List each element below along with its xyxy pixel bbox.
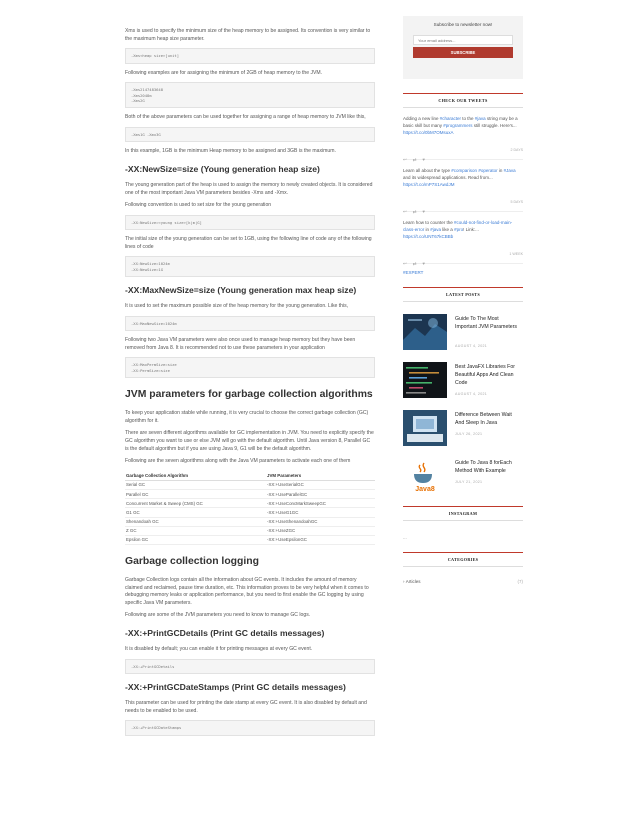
post-thumbnail-wait-sleep[interactable] <box>403 410 447 446</box>
paragraph-gc-list: Following are the seven algorithms along with the Java VM parameters to activate each one of them <box>125 458 351 465</box>
code-block-printgcdetails: -XX:+PrintGCDetails <box>125 659 375 674</box>
latest-posts-title: LATEST POSTS <box>403 287 523 302</box>
paragraph-logging-intro: Garbage Collection logs contain all the information about GC events. It includes the amount of memory claimed and reclaimed, pause time duration, etc. This information proves to be very helpful when it comes to debugging memory leaks or application performance, but you need to first enable the GC logging by using specific Java VM parameters. <box>125 577 369 606</box>
tweet-time: 1 WEEK <box>509 252 523 256</box>
tweets-widget-title: CHECK OUR TWEETS <box>403 93 523 108</box>
post-title[interactable]: Difference Between Wait And Sleep In Java <box>455 412 512 427</box>
tweet-actions <box>403 200 523 214</box>
like-icon[interactable]: ♥ <box>422 261 425 266</box>
article <box>125 28 375 742</box>
like-icon[interactable]: ♥ <box>422 209 425 214</box>
tweet-text: Learn how to counter the #could-not-find-or-load-main-class-error in #java like a #pro! Link:... https://t.co/UNT67kCBBb <box>403 220 513 239</box>
tweet-actions <box>403 252 523 266</box>
tweet-item <box>403 212 523 264</box>
table-cell: -XX:+UseConcMarkSweepGC <box>266 499 375 508</box>
paragraph-xms-examples: Following examples are for assigning the minimum of 2GB of heap memory to the JVM. <box>125 69 323 76</box>
latest-post-item[interactable] <box>403 458 523 506</box>
hashtag-link[interactable]: #pro <box>454 226 464 232</box>
gc-algorithms-table <box>125 471 375 545</box>
subscribe-button[interactable]: SUBSCRIBE <box>413 47 513 58</box>
hashtag-link[interactable]: #comparison <box>451 168 478 173</box>
heading-printgcdetails: -XX:+PrintGCDetails (Print GC details messages) <box>125 628 325 639</box>
table-cell: Shenandoah GC <box>125 517 266 526</box>
table-cell: -XX:+UseZGC <box>266 526 375 535</box>
tweet-item <box>403 108 523 160</box>
chevron-right-icon: › <box>403 579 406 584</box>
table-cell: -XX:+UseSerialGC <box>266 480 375 489</box>
category-label[interactable]: Articles <box>405 579 421 584</box>
post-date: AUGUST 4, 2021 <box>455 392 488 396</box>
table-header-algorithm: Garbage Collection Algorithm <box>125 471 266 481</box>
paragraph-xms: Xms is used to specify the minimum size of the heap memory to be assigned. Its convention is very similar to the maximum heap size parameter. <box>125 28 371 42</box>
newsletter-title: Subscribe to newsletter now! <box>433 22 493 27</box>
paragraph-newsize-initial: The initial size of the young generation can be set to 1GB, using the following line of code any of the following lines of code <box>125 236 372 250</box>
latest-post-item[interactable] <box>403 362 523 410</box>
code-block-maxnewsize: -XX:MaxNewSize=1024m <box>125 316 375 331</box>
post-title[interactable]: Guide To Java 8 forEach Method With Example <box>455 460 512 475</box>
retweet-icon[interactable]: ⇄ <box>412 209 417 214</box>
tweet-link[interactable]: https://t.co/0bM7OMsuxA <box>403 129 454 135</box>
hashtag-link[interactable]: #operator <box>478 168 498 173</box>
post-date: JULY 26, 2021 <box>455 432 483 436</box>
categories-title: CATEGORIES <box>403 552 523 567</box>
hashtag-link[interactable]: #java <box>430 226 442 232</box>
table-cell: -XX:+UseEpsilonGC <box>266 535 375 544</box>
sidebar <box>403 16 523 591</box>
code-block-permsize: -XX:MaxPermSize=size -XX:PermSize=size <box>125 357 375 378</box>
paragraph-permsize: Following two Java VM parameters were also once used to manage heap memory but they have been removed from Java 8. It is recommended not to use these parameters in your application <box>125 337 356 351</box>
table-cell: -XX:+UseG1GC <box>266 508 375 517</box>
table-cell: Concurrent Market & Sweep (CMS) GC <box>125 499 266 508</box>
table-cell: -XX:+UseShenandoahGC <box>266 517 375 526</box>
post-thumbnail-javafx[interactable] <box>403 362 447 398</box>
post-date: JULY 21, 2021 <box>455 480 483 484</box>
paragraph-both: Both of the above parameters can be used together for assigning a range of heap memory to JVM like this, <box>125 114 366 121</box>
post-thumbnail-java8[interactable] <box>403 458 447 494</box>
hashtag-link[interactable]: #programmers <box>443 122 473 128</box>
post-title[interactable]: Best JavaFX Libraries For Beautiful Apps And Clean Code <box>455 364 515 387</box>
expert-hashtag-link[interactable]: #EXPERT <box>403 270 424 275</box>
code-block-xms: -Xms<heap size>[unit] <box>125 48 375 63</box>
table-row <box>125 499 375 508</box>
table-row <box>125 508 375 517</box>
table-row <box>125 517 375 526</box>
table-cell: Z GC <box>125 526 266 535</box>
reply-icon[interactable]: ↩ <box>403 261 407 266</box>
paragraph-maxnewsize: It is used to set the maximum possible size of the heap memory for the young generation. Like this, <box>125 303 349 310</box>
newsletter-widget <box>403 16 523 79</box>
category-count: (7) <box>517 579 523 584</box>
post-title[interactable]: Guide To The Most Important JVM Parameters <box>455 316 517 331</box>
instagram-placeholder: ... <box>403 535 407 540</box>
table-row <box>125 489 375 498</box>
hashtag-link[interactable]: #java <box>474 116 486 121</box>
reply-icon[interactable]: ↩ <box>403 157 407 162</box>
code-block-printgcdatestamps: -XX:+PrintGCDateStamps <box>125 720 375 735</box>
heading-printgcdatestamps: -XX:+PrintGCDateStamps (Print GC details messages) <box>125 682 346 693</box>
table-cell: G1 GC <box>125 508 266 517</box>
paragraph-logging-params: Following are some of the JVM parameters you need to know to manage GC logs. <box>125 612 311 619</box>
table-cell: Serial GC <box>125 480 266 489</box>
hashtag-link[interactable]: #could-not-find-or-load-main-class-error <box>403 220 513 232</box>
heading-gc-algorithms: JVM parameters for garbage collection algorithms <box>125 389 373 401</box>
table-header-parameters: JVM Parameters <box>266 471 375 481</box>
heading-gc-logging: Garbage collection logging <box>125 556 259 568</box>
tweet-text: Learn all about the type #comparison #operator in #Java and its widespread applications. Read from... https://t.co/mP7S1AwdJM <box>403 168 516 187</box>
table-row <box>125 526 375 535</box>
table-row <box>125 535 375 544</box>
retweet-icon[interactable]: ⇄ <box>412 157 417 162</box>
post-thumbnail-jvm[interactable] <box>403 314 447 350</box>
table-row <box>125 480 375 489</box>
java8-logo-text: Java8 <box>415 486 435 493</box>
instagram-title: INSTAGRAM <box>403 506 523 521</box>
hashtag-link[interactable]: #character <box>439 116 462 121</box>
tweet-time: 2 DAYS <box>510 148 523 152</box>
latest-post-item[interactable] <box>403 314 523 362</box>
tweet-link[interactable]: https://t.co/UNT67kCBBb <box>403 233 454 239</box>
code-block-both: -Xms1G -Xmx3G <box>125 127 375 142</box>
post-date: AUGUST 4, 2021 <box>455 344 488 348</box>
latest-post-item[interactable] <box>403 410 523 458</box>
retweet-icon[interactable]: ⇄ <box>412 261 417 266</box>
tweet-actions <box>403 148 523 162</box>
paragraph-printgcdatestamps: This parameter can be used for printing the date stamp at every GC event. It is also disabled by default and needs to be enabled to be used. <box>125 700 367 714</box>
paragraph-gc-seven: There are seven different algorithms available for GC implementation in JVM. You need to explicitly specify the GC algorithm you want to use or else JVM will go with the default algorithm. Until Java version 8, Parallel GC is the default algorithm but if you are using Java 9, G1 will be the default algorithm. <box>125 430 374 452</box>
code-block-xms-examples: -Xms2147483648 -Xms2048m -Xms2G <box>125 82 375 108</box>
hashtag-link[interactable]: #Java <box>503 168 516 173</box>
paragraph-newsize: The young generation part of the heap is used to assign the memory to newly created objects. It is considered one of the most important Java VM parameters besides -Xms and -Xmx. <box>125 182 373 196</box>
like-icon[interactable]: ♥ <box>422 157 425 162</box>
newsletter-email-input[interactable]: Your email address... <box>413 35 513 45</box>
tweet-item <box>403 160 523 212</box>
reply-icon[interactable]: ↩ <box>403 209 407 214</box>
heading-maxnewsize: -XX:MaxNewSize=size (Young generation max heap size) <box>125 285 357 296</box>
paragraph-gc-intro: To keep your application stable while running, it is very crucial to choose the correct garbage collection (GC) algorithm for it. <box>125 410 369 424</box>
paragraph-printgcdetails: It is disabled by default; you can enable it for printing messages at every GC event. <box>125 646 313 653</box>
category-item[interactable] <box>403 579 523 591</box>
table-header-row <box>125 471 375 481</box>
heading-newsize: -XX:NewSize=size (Young generation heap size) <box>125 164 320 174</box>
code-block-newsize: -XX:NewSize=<young size>[k|m|G] <box>125 215 375 230</box>
tweet-link[interactable]: https://t.co/mP7S1AwdJM <box>403 181 455 187</box>
table-cell: -XX:+UseParallelGC <box>266 489 375 498</box>
table-cell: Parallel GC <box>125 489 266 498</box>
table-cell: Epsilon GC <box>125 535 266 544</box>
paragraph-example: In this example, 1GB is the minimum Heap memory to be assigned and 3GB is the maximum. <box>125 148 336 155</box>
code-block-newsize-examples: -XX:NewSize=1024m -XX:NewSize=1G <box>125 256 375 277</box>
tweet-time: 5 DAYS <box>510 200 523 204</box>
tweet-text: Adding a new line #character to the #java string may be a basic skill but many #programmers still struggle. Here's... https://t.co/0bM7OMsuxA <box>403 116 518 135</box>
paragraph-newsize-convention: Following convention is used to set size for the young generation <box>125 202 272 209</box>
